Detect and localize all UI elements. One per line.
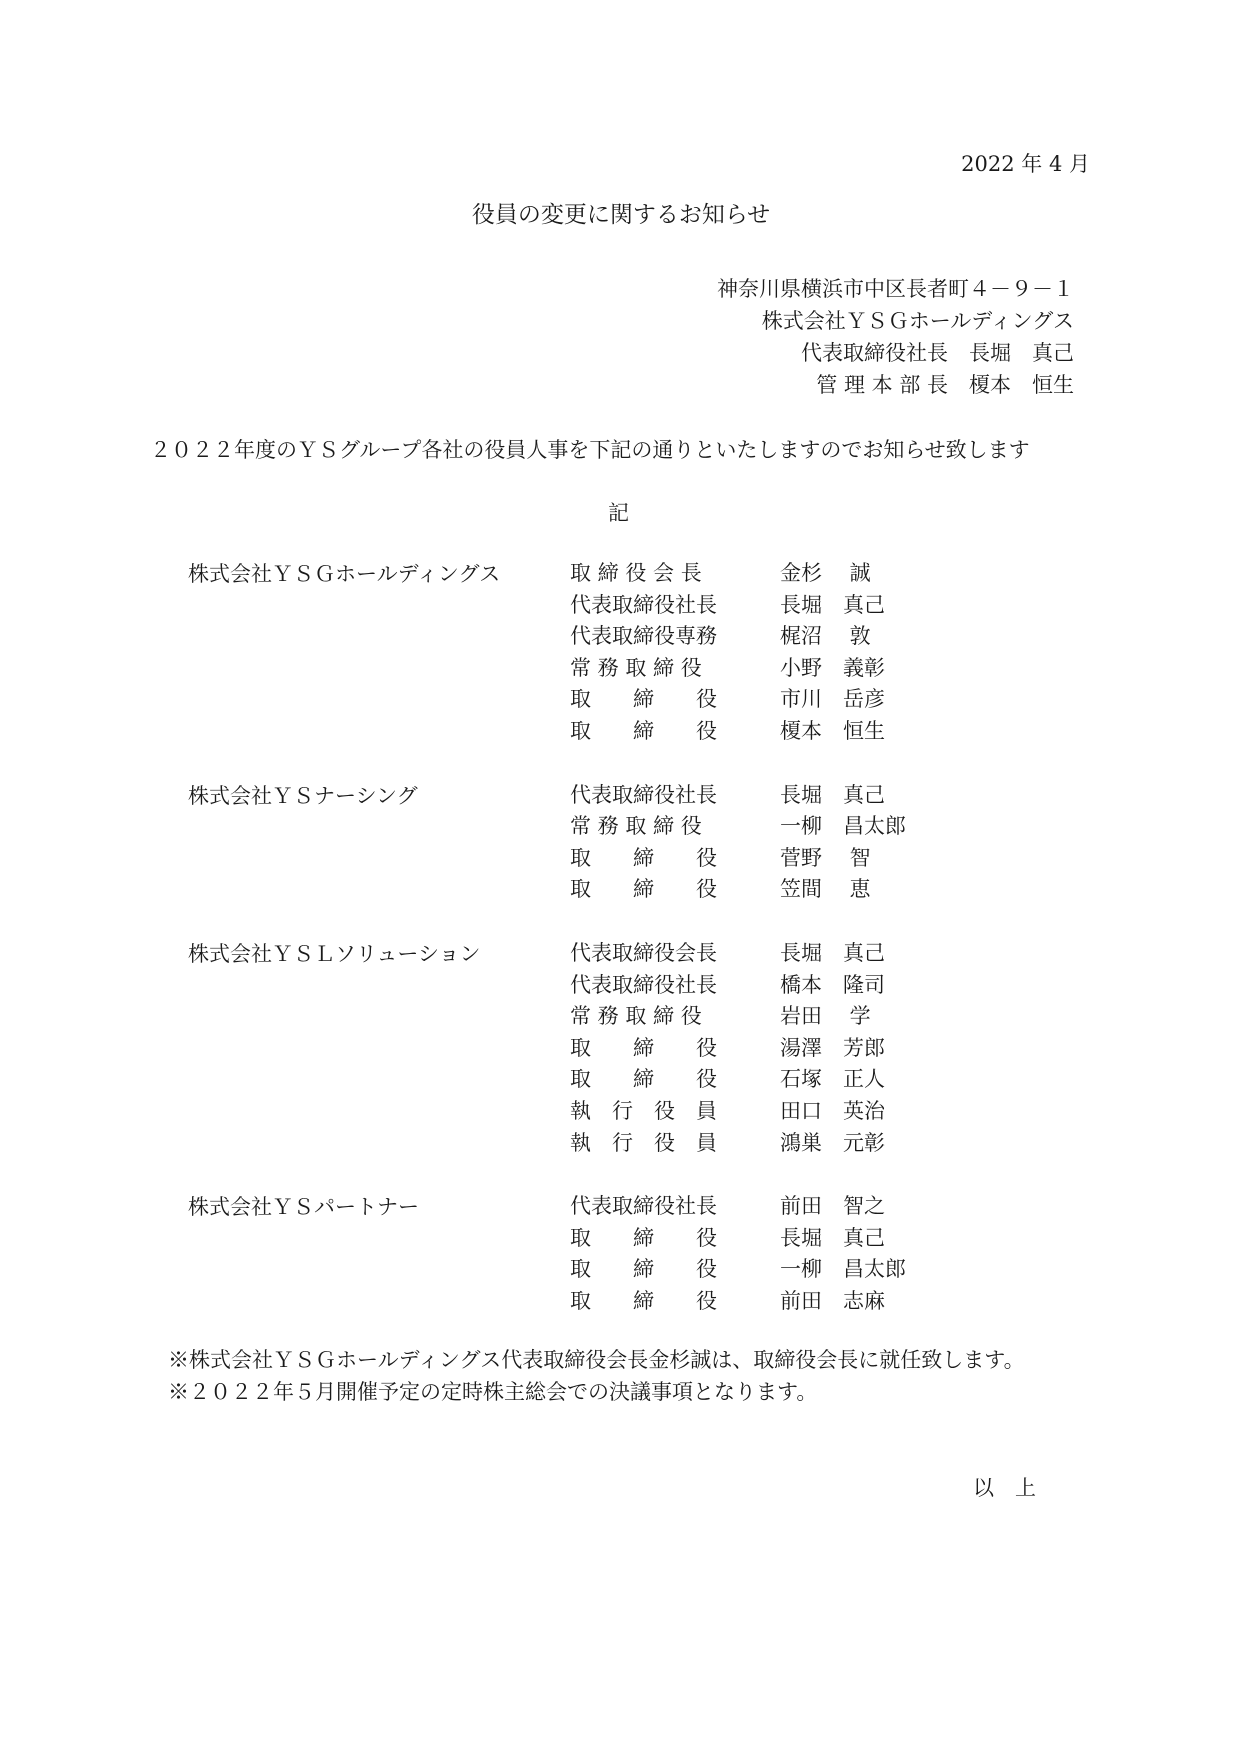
officer-name: 市川 岳彦 (780, 687, 885, 712)
intro-text: ２０２２年度のＹＳグループ各社の役員人事を下記の通りといたしますのでお知らせ致します (150, 438, 1030, 462)
company-name: 株式会社ＹＳＧホールディングス (188, 562, 501, 586)
company-section (188, 938, 948, 1159)
officer-position: 代表取締役社長 (570, 972, 717, 997)
officer-row (188, 970, 948, 1002)
officer-position: 常 務 取 締 役 (570, 655, 702, 680)
sender-company: 株式会社ＹＳＧホールディングス (761, 309, 1074, 333)
officer-name: 前田 志麻 (780, 1288, 885, 1313)
officer-position: 取 締 役 会 長 (570, 561, 702, 585)
officer-name: 橋本 隆司 (780, 972, 885, 997)
officer-position: 取 締 役 (570, 1288, 717, 1313)
officer-name: 菅野 智 (780, 845, 871, 870)
sender-manager: 管 理 本 部 長 榎本 恒生 (816, 373, 1074, 397)
officer-name: 長堀 真己 (780, 782, 885, 807)
officer-position: 取 締 役 (570, 718, 717, 743)
officer-position: 取 締 役 (570, 1067, 717, 1092)
officer-position: 代表取締役専務 (570, 624, 717, 649)
sender-block (717, 273, 1074, 401)
officer-position: 執 行 役 員 (570, 1098, 717, 1123)
officer-row (188, 684, 948, 716)
closing-text: 以 上 (973, 1476, 1036, 1500)
officer-position: 代表取締役会長 (570, 940, 717, 965)
company-name: 株式会社ＹＳＬソリューション (188, 941, 481, 966)
officer-row (188, 558, 948, 590)
officer-name: 岩田 学 (780, 1004, 871, 1029)
officer-name: 一柳 昌太郎 (780, 1257, 906, 1282)
officer-name: 石塚 正人 (780, 1067, 885, 1092)
officer-row (188, 590, 948, 622)
officer-name: 前田 智之 (780, 1194, 885, 1219)
officer-position: 代表取締役社長 (570, 592, 717, 617)
officer-row (188, 1096, 948, 1128)
officer-position: 常 務 取 締 役 (570, 814, 702, 839)
officer-row (188, 874, 948, 906)
notes-block (168, 1344, 1025, 1408)
officer-row (188, 716, 948, 748)
officer-row (188, 653, 948, 685)
officer-row (188, 811, 948, 843)
officer-name: 一柳 昌太郎 (780, 814, 906, 839)
officer-position: 取 締 役 (570, 845, 717, 870)
officer-row (188, 1223, 948, 1255)
officer-row (188, 1128, 948, 1160)
company-name: 株式会社ＹＳナーシング (188, 783, 418, 808)
officer-name: 榎本 恒生 (780, 718, 885, 743)
document-date: 2022 年 4 月 (961, 152, 1090, 176)
officer-position: 取 締 役 (570, 1225, 717, 1250)
sender-address: 神奈川県横浜市中区長者町４－９－１ (717, 277, 1074, 301)
officer-position: 常 務 取 締 役 (570, 1004, 702, 1029)
officer-row (188, 1033, 948, 1065)
officer-name: 長堀 真己 (780, 940, 885, 965)
officer-position: 取 締 役 (570, 877, 717, 902)
company-section (188, 1191, 948, 1317)
document-title: 役員の変更に関するお知らせ (471, 202, 771, 228)
officer-name: 鴻巣 元彰 (780, 1130, 885, 1155)
company-section (188, 558, 948, 748)
officer-position: 代表取締役社長 (570, 1194, 717, 1219)
officer-position: 取 締 役 (570, 1257, 717, 1282)
officer-row (188, 938, 948, 970)
sender-representative: 代表取締役社長 長堀 真己 (801, 341, 1074, 365)
ki-heading: 記 (608, 501, 629, 525)
officer-row (188, 1191, 948, 1223)
note-line: ※株式会社ＹＳＧホールディングス代表取締役会長金杉誠は、取締役会長に就任致します。 (168, 1348, 1025, 1372)
officer-row (188, 780, 948, 812)
officer-name: 田口 英治 (780, 1098, 885, 1123)
officer-row (188, 1064, 948, 1096)
officer-position: 執 行 役 員 (570, 1130, 717, 1155)
officer-position: 代表取締役社長 (570, 782, 717, 807)
officer-name: 笠間 恵 (780, 877, 871, 902)
officer-name: 金杉 誠 (780, 561, 871, 585)
officer-row (188, 1254, 948, 1286)
officer-row (188, 843, 948, 875)
officer-name: 長堀 真己 (780, 592, 885, 617)
officer-list (188, 558, 948, 1349)
officer-row (188, 1001, 948, 1033)
officer-position: 取 締 役 (570, 687, 717, 712)
officer-name: 小野 義彰 (780, 655, 885, 680)
note-line: ※２０２２年５月開催予定の定時株主総会での決議事項となります。 (168, 1380, 818, 1404)
company-name: 株式会社ＹＳパートナー (188, 1195, 419, 1220)
officer-name: 長堀 真己 (780, 1225, 885, 1250)
officer-row (188, 1286, 948, 1318)
company-section (188, 780, 948, 906)
officer-position: 取 締 役 (570, 1035, 717, 1060)
officer-name: 梶沼 敦 (780, 624, 871, 649)
officer-row (188, 621, 948, 653)
officer-name: 湯澤 芳郎 (780, 1035, 885, 1060)
